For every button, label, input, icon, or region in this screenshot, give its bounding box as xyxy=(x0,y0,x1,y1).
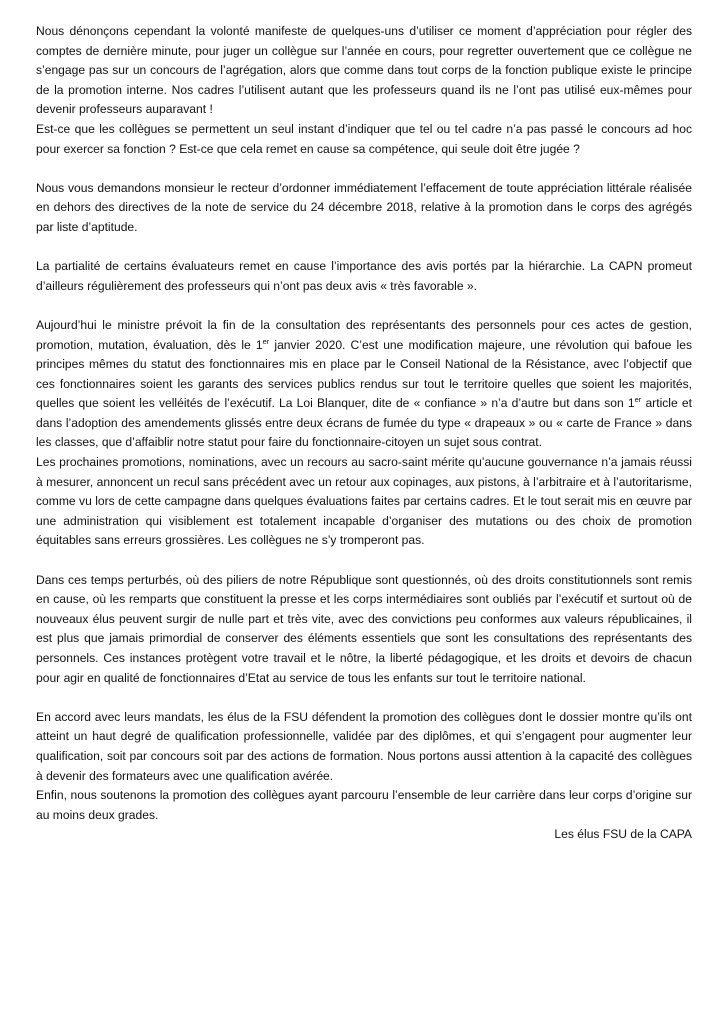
paragraph-block-partiality xyxy=(36,257,692,296)
paragraph-block-competition-criticism xyxy=(36,22,692,159)
paragraph-block-request-to-rector xyxy=(36,179,692,238)
paragraph: La partialité de certains évaluateurs remet en cause l’importance des avis portés par la hiérarchie. La CAPN promeut d’ailleurs régulièrement des professeurs qui n’ont pas deux avis « très favorable ». xyxy=(36,259,692,293)
paragraph: Nous vous demandons monsieur le recteur d’ordonner immédiatement l’effacement de toute appréciation littérale réalisée en dehors des directives de la note de service du 24 décembre 2018, relative à la promotion dans le corps des agrégés par liste d’aptitude. xyxy=(36,180,692,234)
paragraph: Est-ce que les collègues se permettent un seul instant d’indiquer que tel ou tel cadre n’a pas passé le concours ad hoc pour exercer sa fonction ? Est-ce que cela remet en cause sa compétence, qui seule doit être jugée ? xyxy=(36,121,692,156)
superscript: er xyxy=(262,336,270,346)
paragraph-block-fsu-mandates xyxy=(36,708,692,826)
paragraph: Dans ces temps perturbés, où des piliers de notre République sont questionnés, où des droits constitutionnels sont remis en cause, où les remparts que constituent la presse et les corps intermédiaires sont oubliés par l’exécutif et surtout où de nouveaux élus peuvent surgir de nulle part et très vite, avec des convictions peu conformes aux valeurs républicaines, il est plus que jamais primordial de conserver des éléments essentiels que sont les consultations des représentants des personnels. Ces instances protègent votre travail et le nôtre, la liberté pédagogique, et les droits et devoirs de chacun pour agir en qualité de fonctionnaires d’Etat au service de tous les enfants sur tout le territoire national. xyxy=(36,572,692,685)
paragraph: Les prochaines promotions, nominations, avec un recours au sacro-saint mérite qu’aucune gouvernance n’a jamais réussi à mesurer, annoncent un recul sans précédent avec un retour aux copinages, aux pistons, à l’arbitraire et à l’autoritarisme, comme vu lors de cette campagne dans quelques évaluations faites par certains cadres. Et le tout serait mis en œuvre par une administration qui visiblement est totalement incapable d’organiser des mutations ou des choix de promotion équitables sans erreurs grossières. Les collègues ne s’y tromperont pas. xyxy=(36,455,692,548)
superscript: er xyxy=(634,395,642,405)
paragraph-with-superscripts xyxy=(36,316,692,453)
text-run: article et dans l’adoption des amendements glissés entre deux écrans de fumée du type « drapeaux » ou « carte de France » dans les classes, que d’affaiblir notre statut pour faire du fonctionnaire-citoyen un sujet sous contrat. xyxy=(36,396,692,450)
paragraph-block-troubled-times xyxy=(36,571,692,689)
signature: Les élus FSU de la CAPA xyxy=(554,827,692,842)
text-run: Aujourd’hui le ministre prévoit la fin de la consultation des représentants des personnels pour ces actes de gestion, promotion, mutation, évaluation, dès le 1 xyxy=(36,317,692,352)
paragraph: Enfin, nous soutenons la promotion des collègues ayant parcouru l’ensemble de leur carrière dans leur corps d’origine sur au moins deux grades. xyxy=(36,788,692,822)
text-run: janvier 2020. C’est une modification majeure, une révolution qui bafoue les principes mêmes du statut des fonctionnaires mis en place par le Conseil National de la Résistance, avec l’objectif que ces fonctionnaires soient les garants des services publics rendus sur tout le territoire quelles que soient les majorités, quelles que soient les velléités de l’exécutif. La Loi Blanquer, dite de « confiance » n’a d’autre but dans son 1 xyxy=(36,337,692,411)
paragraph: En accord avec leurs mandats, les élus de la FSU défendent la promotion des collègues dont le dossier montre qu’ils ont atteint un haut degré de qualification professionnelle, validée par des diplômes, et qui s’engagent pour augmenter leur qualification, soit par concours soit par des actions de formation. Nous portons aussi attention à la capacité des collègues à devenir des formateurs avec une qualification avérée. xyxy=(36,709,692,783)
document-page xyxy=(36,22,692,845)
paragraph: Nous dénonçons cependant la volonté manifeste de quelques-uns d’utiliser ce moment d’appréciation pour régler des comptes de dernière minute, pour juger un collègue sur l’année en cours, pour regretter ouvertement que ce collègue ne s’engage pas sur un concours de l’agrégation, alors que comme dans tout corps de la fonction publique existe le principe de la promotion interne. Nos cadres l’utilisent autant que les professeurs quand ils ne l’ont pas utilisé eux-mêmes pour devenir professeurs auparavant ! xyxy=(36,24,692,117)
paragraph-block-minister-reform xyxy=(36,316,692,551)
